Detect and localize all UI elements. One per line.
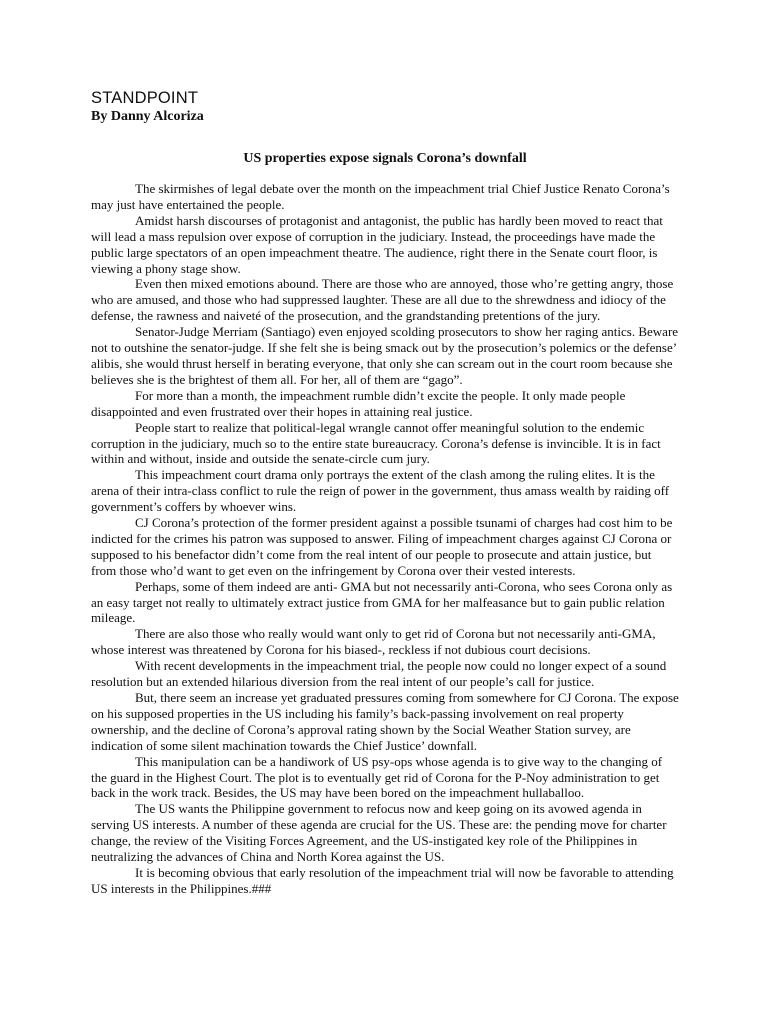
- paragraph: Perhaps, some of them indeed are anti- GMA but not necessarily anti-Corona, who sees Corona only as an easy target not really to ultimately extract justice from GMA for her malfeasance but to gain public relation mileage.: [91, 578, 673, 626]
- paragraph: Even then mixed emotions abound. There are those who are annoyed, those who’re getting angry, those who are amused, and those who had suppressed laughter. These are all due to the shrewdness and idiocy of the defense, the rawness and naiveté of the prosecution, and the grandstanding pretentions of the jury.: [91, 276, 674, 324]
- headline: US properties expose signals Corona’s downfall: [243, 151, 527, 166]
- paragraph: CJ Corona’s protection of the former president against a possible tsunami of charges had cost him to be indicted for the crimes his patron was supposed to answer. Filing of impeachment charges against CJ Corona or supposed to his benefactor didn’t come from the real intent of our people to prosecute and attain justice, but from those who’d want to get even on the infringement by Corona over their vested interests.: [91, 515, 673, 578]
- article-body: [91, 181, 679, 897]
- column-name: STANDPOINT: [91, 89, 199, 107]
- paragraph: This impeachment court drama only portrays the extent of the clash among the ruling elites. It is the arena of their intra-class conflict to rule the reign of power in the government, thus amass wealth by raiding off government’s coffers by whoever wins.: [91, 467, 670, 515]
- paragraph: But, there seem an increase yet graduated pressures coming from somewhere for CJ Corona. The expose on his supposed properties in the US including his family’s back-passing involvement on real property ownership, and the decline of Corona’s approval rating shown by the Social Weather Station survey, are indication of some silent machination towards the Chief Justice’ downfall.: [91, 690, 679, 753]
- paragraph: It is becoming obvious that early resolution of the impeachment trial will now be favorable to attending US interests in the Philippines.###: [91, 864, 674, 896]
- paragraph: Amidst harsh discourses of protagonist and antagonist, the public has hardly been moved to react that will lead a mass repulsion over expose of corruption in the judiciary. Instead, the proceedings have made the public large spectators of an open impeachment theatre. The audience, right there in the Senate court floor, is viewing a phony stage show.: [91, 212, 663, 276]
- paragraph: People start to realize that political-legal wrangle cannot offer meaningful solution to the endemic corruption in the judiciary, much so to the entire state bureaucracy. Corona’s defense is invincible. It is in fact within and without, inside and outside the senate-circle cum jury.: [91, 419, 661, 467]
- paragraph: With recent developments in the impeachment trial, the people now could no longer expect of a sound resolution but an extended hilarious diversion from the real intent of our people’s call for justice.: [91, 658, 667, 690]
- paragraph: Senator-Judge Merriam (Santiago) even enjoyed scolding prosecutors to show her raging antics. Beware not to outshine the senator-judge. If she felt she is being smack out by the prosecution’s polemics or the defense’ alibis, she would thrust herself in berating everyone, that only she can scream out in the court room because she believes she is the brightest of them all. For her, all of them are “gago”.: [91, 324, 679, 387]
- paragraph: The skirmishes of legal debate over the month on the impeachment trial Chief Justice Renato Corona’s may just have entertained the people.: [91, 181, 670, 212]
- paragraph: There are also those who really would want only to get rid of Corona but not necessarily anti-GMA, whose interest was threatened by Corona for his biased-, reckless if not dubious court decisions.: [91, 626, 656, 658]
- paragraph: For more than a month, the impeachment rumble didn’t excite the people. It only made people disappointed and even frustrated over their hopes in attaining real justice.: [91, 387, 626, 419]
- paragraph: The US wants the Philippine government to refocus now and keep going on its avowed agenda in serving US interests. A number of these agenda are crucial for the US. These are: the pending move for charter change, the review of the Visiting Forces Agreement, and the US-instigated key role of the Philippines in neutralizing the advances of China and North Korea against the US.: [91, 801, 667, 865]
- byline: By Danny Alcoriza: [91, 109, 204, 124]
- article-column: [91, 88, 679, 897]
- paragraph: This manipulation can be a handiwork of US psy-ops whose agenda is to give way to the changing of the guard in the Highest Court. The plot is to eventually get rid of Corona for the P-Noy administration to get back in the work track. Besides, the US may have been bored on the impeachment hullaballoo.: [91, 753, 663, 801]
